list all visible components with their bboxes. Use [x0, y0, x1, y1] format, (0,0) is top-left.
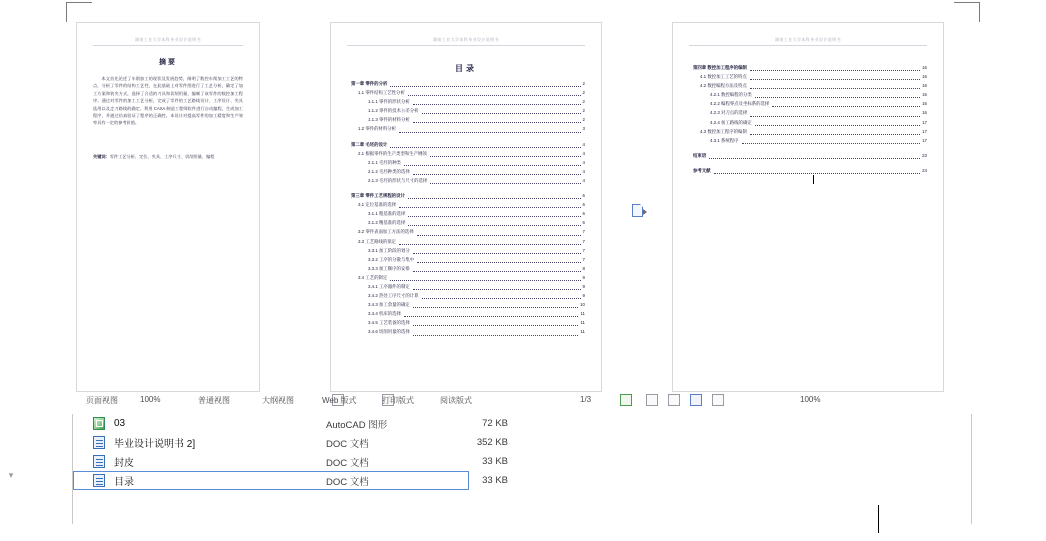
toc-leader-dots — [413, 100, 581, 105]
toc-entry-page: 3 — [582, 126, 585, 132]
toc-entry[interactable] — [351, 246, 585, 255]
toc-entry-label: 1.1.3 零件的材料分析 — [368, 117, 410, 123]
toc-entry-page: 9 — [582, 274, 585, 280]
toc-entry-label: 1.1.2 零件的技术公差分析 — [368, 108, 419, 114]
toc-leader-dots — [413, 285, 581, 290]
file-type: DOC 文档 — [326, 476, 369, 488]
cad-file-icon — [93, 417, 105, 430]
toc-leader-dots — [404, 161, 581, 166]
toc-entry-page: 10 — [580, 302, 585, 308]
toc-entry-label: 4.1 数控加工工艺的特点 — [700, 74, 747, 80]
toc-entry-page: 16 — [922, 92, 927, 98]
toc-entry[interactable] — [351, 115, 585, 124]
layout-label[interactable]: 普通视图 — [198, 396, 230, 405]
toc-leader-dots — [408, 91, 581, 96]
toc-entry-page: 17 — [922, 128, 927, 134]
toc-entry-label: 3.3.1 加工阶段的划分 — [368, 247, 410, 253]
toc-leader-dots — [408, 212, 580, 217]
toc-entry-label: 3.4.3 加工余量的确定 — [368, 302, 410, 308]
toc-entry-label: 2.1.2 毛坯种类的选择 — [368, 168, 410, 174]
toc-entry-label: 4.2.2 编程零点及坐标系的选择 — [710, 101, 770, 107]
toc-entry[interactable] — [351, 97, 585, 106]
toc-entry[interactable] — [351, 318, 585, 327]
outline-label[interactable]: 大纲视图 — [262, 396, 294, 405]
toc-entry[interactable] — [351, 227, 585, 236]
toc-entry[interactable] — [351, 218, 585, 227]
file-list-item[interactable] — [73, 452, 971, 471]
toc-entry-page: 2 — [582, 108, 585, 114]
toc-entry-label: 3.1.2 精基准的选择 — [368, 220, 406, 226]
toc-entry-page: 11 — [580, 311, 585, 317]
toc-entry[interactable] — [693, 99, 927, 108]
page-icon — [632, 204, 643, 217]
toc-entry-label: 1.1 零件结构工艺性分析 — [358, 90, 405, 96]
toc-entry-label: 第三章 零件工艺规程的设计 — [351, 193, 405, 199]
toc-entry[interactable] — [351, 200, 585, 209]
toc-entry-page: 2 — [582, 81, 585, 86]
toc-entry[interactable] — [351, 79, 585, 88]
page-header-rule — [93, 45, 243, 46]
toc-leader-dots — [413, 118, 581, 123]
toc-entry[interactable] — [693, 166, 927, 175]
zoom-label[interactable]: 100% — [140, 395, 161, 404]
read-label[interactable]: 阅读版式 — [440, 396, 472, 405]
toc-entry-label: 3.4.2 热处工序尺寸的计算 — [368, 293, 419, 299]
toc-entry-label: 第二章 毛坯的设计 — [351, 141, 388, 147]
toc-leader-dots — [413, 331, 579, 336]
file-list-pane[interactable] — [72, 414, 972, 524]
toc-leader-dots — [390, 276, 580, 281]
toc-entry[interactable] — [351, 291, 585, 300]
toc-entry-label: 3.4.6 切削用量的选择 — [368, 329, 410, 335]
toc-entry[interactable] — [351, 237, 585, 246]
toc-entry[interactable] — [351, 282, 585, 291]
toc-entry-page: 11 — [580, 320, 585, 326]
toc-entry-label: 3.3.3 加工顺序的安排 — [368, 265, 410, 271]
toc-entry-label: 4.2.4 加工路线的确定 — [710, 119, 752, 125]
toc-entry-label: 4.3.1 系统程序 — [710, 137, 739, 143]
file-list-item[interactable] — [73, 433, 971, 452]
toc-entry-label: 参考文献 — [693, 167, 711, 173]
text-cursor-caret — [813, 175, 814, 184]
toc-leader-dots — [750, 130, 920, 135]
toc-entry-label: 1.1.1 零件的形状分析 — [368, 99, 410, 105]
pointer-triangle-icon — [643, 209, 647, 215]
toc-entry-page: 6 — [582, 193, 585, 199]
toc-entry-page: 6 — [582, 211, 585, 217]
toc-leader-dots — [755, 121, 920, 126]
page-header-text: 湖南工业大学本科毕业设计说明书 — [433, 37, 499, 42]
page-count-label[interactable]: 1/3 — [580, 395, 592, 404]
toc-entry[interactable] — [693, 81, 927, 90]
toc-entry-page: 7 — [582, 229, 585, 235]
toc-leader-dots — [430, 179, 580, 184]
text-cursor-bottom — [878, 505, 879, 533]
view-icon-7[interactable] — [712, 394, 724, 406]
toc-entry-page: 6 — [582, 202, 585, 208]
toc-entry-page: 6 — [582, 220, 585, 226]
toc-entry-page: 23 — [922, 152, 927, 158]
toc-leader-dots — [714, 169, 921, 174]
toc-entry-page: 4 — [582, 159, 585, 165]
toc-entry[interactable] — [351, 158, 585, 167]
toc-leader-dots — [772, 102, 920, 107]
toc-leader-dots — [742, 139, 921, 144]
toc-entry-page: 4 — [582, 177, 585, 183]
toc-entry-page: 2 — [582, 117, 585, 123]
toc-leader-dots — [750, 75, 920, 80]
toc-entry-label: 3.4.1 工序器件的制定 — [368, 283, 410, 289]
toc-entry[interactable] — [351, 273, 585, 282]
toc-list[interactable] — [351, 79, 585, 337]
abstract-body: 本文首先论述了车削加工的现状及发展趋势，阐明了数控车削加工工艺的特点，分析了零件的结构工艺性，在此基础上对零件图进行了工艺分析，确定了加工方案和装夹方式，选择了合适的刀具和切削用量，编制了该零件的数控加工程序。通过对零件的加工工艺分析，完成了零件的工艺路线设计、工序设计、夹具选用以及走刀路线的确定。利用 CAXA 制造工程师软件进行自动编程，生成加工程序，并通过仿真验证了程序的正确性。本设计对提高零件的加工精度和生产效率具有一定的参考价值。 — [93, 76, 243, 126]
toc-leader-dots — [417, 258, 580, 263]
doc-file-icon — [93, 455, 105, 468]
toc-entry[interactable] — [351, 300, 585, 309]
toc-leader-dots — [413, 321, 579, 326]
toc-entry-page: 16 — [922, 74, 927, 80]
toc-entry[interactable] — [351, 176, 585, 185]
toc-entry-page: 17 — [922, 119, 927, 125]
toc-entry[interactable] — [693, 136, 927, 145]
toc-entry-label: 结束语 — [693, 152, 707, 158]
file-size: 33 KB — [482, 456, 508, 467]
document-page-toc-1[interactable] — [330, 22, 602, 392]
toc-leader-dots — [408, 221, 580, 226]
view-icon-5[interactable] — [668, 394, 680, 406]
toc-entry-page: 16 — [922, 83, 927, 89]
toc-entry-label: 4.2.3 对刀点的选择 — [710, 110, 748, 116]
file-name: 封皮 — [114, 458, 134, 469]
toc-entry-page: 17 — [922, 137, 927, 143]
view-icon-6[interactable] — [690, 394, 702, 406]
toc-entry-label: 3.4.4 机床的选择 — [368, 311, 401, 317]
toc-entry-page: 7 — [582, 256, 585, 262]
toc-entry-label: 2.1.3 毛坯的形状与尺寸的选择 — [368, 177, 428, 183]
abstract-title: 摘要 — [159, 59, 177, 66]
toc-leader-dots — [430, 152, 581, 157]
toc-entry-label: 3.1.1 粗基准的选择 — [368, 211, 406, 217]
toc-entry-label: 3.4.5 工艺装备的选择 — [368, 320, 410, 326]
toc-entry-page: 4 — [582, 141, 585, 147]
toc-entry-page: 11 — [580, 329, 585, 335]
toc-entry[interactable] — [351, 209, 585, 218]
toc-entry-page: 2 — [582, 90, 585, 96]
toc-entry-page: 16 — [922, 110, 927, 116]
toc-entry[interactable] — [351, 167, 585, 176]
toc-entry[interactable] — [351, 140, 585, 149]
file-size: 352 KB — [476, 437, 508, 448]
file-list-item[interactable] — [73, 471, 508, 490]
toc-entry[interactable] — [693, 118, 927, 127]
page-navigation-pointer[interactable] — [632, 204, 648, 222]
toc-entry-page: 2 — [582, 99, 585, 105]
toc-leader-dots — [709, 154, 920, 159]
toc-entry-label: 4.2.1 数控编程的分类 — [710, 92, 752, 98]
toc-list[interactable] — [693, 63, 927, 175]
toc-entry-label: 1.2 零件的材料分析 — [358, 126, 397, 132]
toc-entry-label: 3.1 定位基准的选择 — [358, 202, 397, 208]
toc-entry-label: 3.3.2 工序的分散与集中 — [368, 256, 415, 262]
toc-leader-dots — [399, 128, 580, 133]
toc-entry[interactable] — [351, 124, 585, 133]
toc-entry-label: 2.1 根据零件的生产类型和生产纲领 — [358, 150, 427, 156]
keywords-value: 零件工艺分析、定位、夹具、工序尺寸、切削用量、编程 — [109, 154, 215, 159]
view-mode-label[interactable]: 页面视图 — [86, 396, 118, 405]
view-icon-3[interactable] — [620, 394, 632, 406]
toc-entry-page: 8 — [582, 265, 585, 271]
toc-leader-dots — [413, 303, 578, 308]
scroll-arrow-icon[interactable]: ▾ — [8, 470, 14, 480]
toc-entry-label: 4.2 数控编程方法及特点 — [700, 83, 747, 89]
toc-entry-page: 7 — [582, 247, 585, 253]
file-type: DOC 文档 — [326, 438, 369, 450]
toc-entry-page: 4 — [582, 168, 585, 174]
toc-entry-page: 16 — [922, 65, 927, 70]
toc-leader-dots — [408, 194, 581, 199]
toc-entry-page: 9 — [582, 283, 585, 289]
page-header-rule — [347, 45, 585, 46]
toc-entry-label: 3.2 零件表面加工方法的选择 — [358, 229, 414, 235]
toc-leader-dots — [417, 231, 581, 236]
toc-leader-dots — [422, 294, 581, 299]
page-header-rule — [689, 45, 927, 46]
file-name: 毕业设计说明书 2] — [114, 439, 196, 450]
toc-entry[interactable] — [693, 127, 927, 136]
toc-leader-dots — [755, 93, 920, 98]
page-header-text: 湖南工业大学本科毕业设计说明书 — [775, 37, 841, 42]
toc-entry[interactable] — [351, 149, 585, 158]
toc-entry-page: 9 — [582, 293, 585, 299]
toc-entry-page: 16 — [922, 101, 927, 107]
toc-title: 目录 — [455, 64, 477, 73]
toc-entry[interactable] — [693, 63, 927, 72]
toc-entry-page: 4 — [582, 150, 585, 156]
toc-entry-label: 第四章 数控加工程序的编制 — [693, 65, 747, 70]
toc-leader-dots — [390, 82, 580, 87]
toc-entry[interactable] — [351, 191, 585, 200]
toc-leader-dots — [399, 203, 580, 208]
web-label[interactable]: Web 版式 — [322, 396, 357, 405]
toc-entry-label: 4.3 数控加工程序的编制 — [700, 128, 747, 134]
file-list-item[interactable] — [73, 414, 971, 433]
toc-leader-dots — [404, 312, 578, 317]
view-icon-4[interactable] — [646, 394, 658, 406]
doc-file-icon — [93, 474, 105, 487]
abstract-keywords — [93, 153, 243, 160]
file-size: 33 KB — [482, 475, 508, 486]
document-view[interactable] — [0, 22, 1046, 400]
toc-entry-page: 7 — [582, 238, 585, 244]
toc-leader-dots — [750, 112, 920, 117]
document-page-toc-2[interactable] — [672, 22, 944, 392]
toc-leader-dots — [413, 170, 581, 175]
document-page-abstract[interactable] — [76, 22, 260, 392]
toc-entry[interactable] — [351, 106, 585, 115]
toc-leader-dots — [413, 249, 581, 254]
toc-entry-page: 24 — [922, 167, 927, 173]
toc-leader-dots — [413, 267, 581, 272]
toc-entry[interactable] — [693, 151, 927, 160]
file-size: 72 KB — [482, 418, 508, 429]
toc-leader-dots — [390, 143, 580, 148]
toc-entry[interactable] — [693, 90, 927, 99]
toc-entry[interactable] — [693, 108, 927, 117]
toc-entry-label: 第一章 零件的分析 — [351, 81, 388, 86]
toc-leader-dots — [750, 84, 920, 89]
print-label[interactable]: 打印版式 — [382, 396, 414, 405]
toc-entry-label: 3.3 工艺路线的拟定 — [358, 238, 397, 244]
file-name: 03 — [114, 418, 126, 429]
toc-entry-label: 2.1.1 毛坯的种类 — [368, 159, 401, 165]
toc-leader-dots — [399, 240, 580, 245]
file-type: AutoCAD 图形 — [326, 419, 388, 431]
toc-leader-dots — [422, 109, 581, 114]
toc-entry-label: 3.4 工艺的制定 — [358, 274, 388, 280]
file-name: 目录 — [114, 477, 134, 488]
keywords-label: 关键词： — [93, 154, 110, 159]
doc-file-icon — [93, 436, 105, 449]
toc-leader-dots — [750, 66, 920, 71]
toc-entry[interactable] — [693, 72, 927, 81]
status-toolbar[interactable] — [0, 392, 1046, 414]
page-header-text: 湖南工业大学本科毕业设计说明书 — [135, 37, 201, 42]
toc-entry[interactable] — [351, 88, 585, 97]
zoom-percent-label[interactable]: 100% — [800, 395, 821, 404]
toc-entry[interactable] — [351, 327, 585, 336]
file-type: DOC 文档 — [326, 457, 369, 469]
toc-entry[interactable] — [351, 309, 585, 318]
toc-entry[interactable] — [351, 255, 585, 264]
toc-entry[interactable] — [351, 264, 585, 273]
